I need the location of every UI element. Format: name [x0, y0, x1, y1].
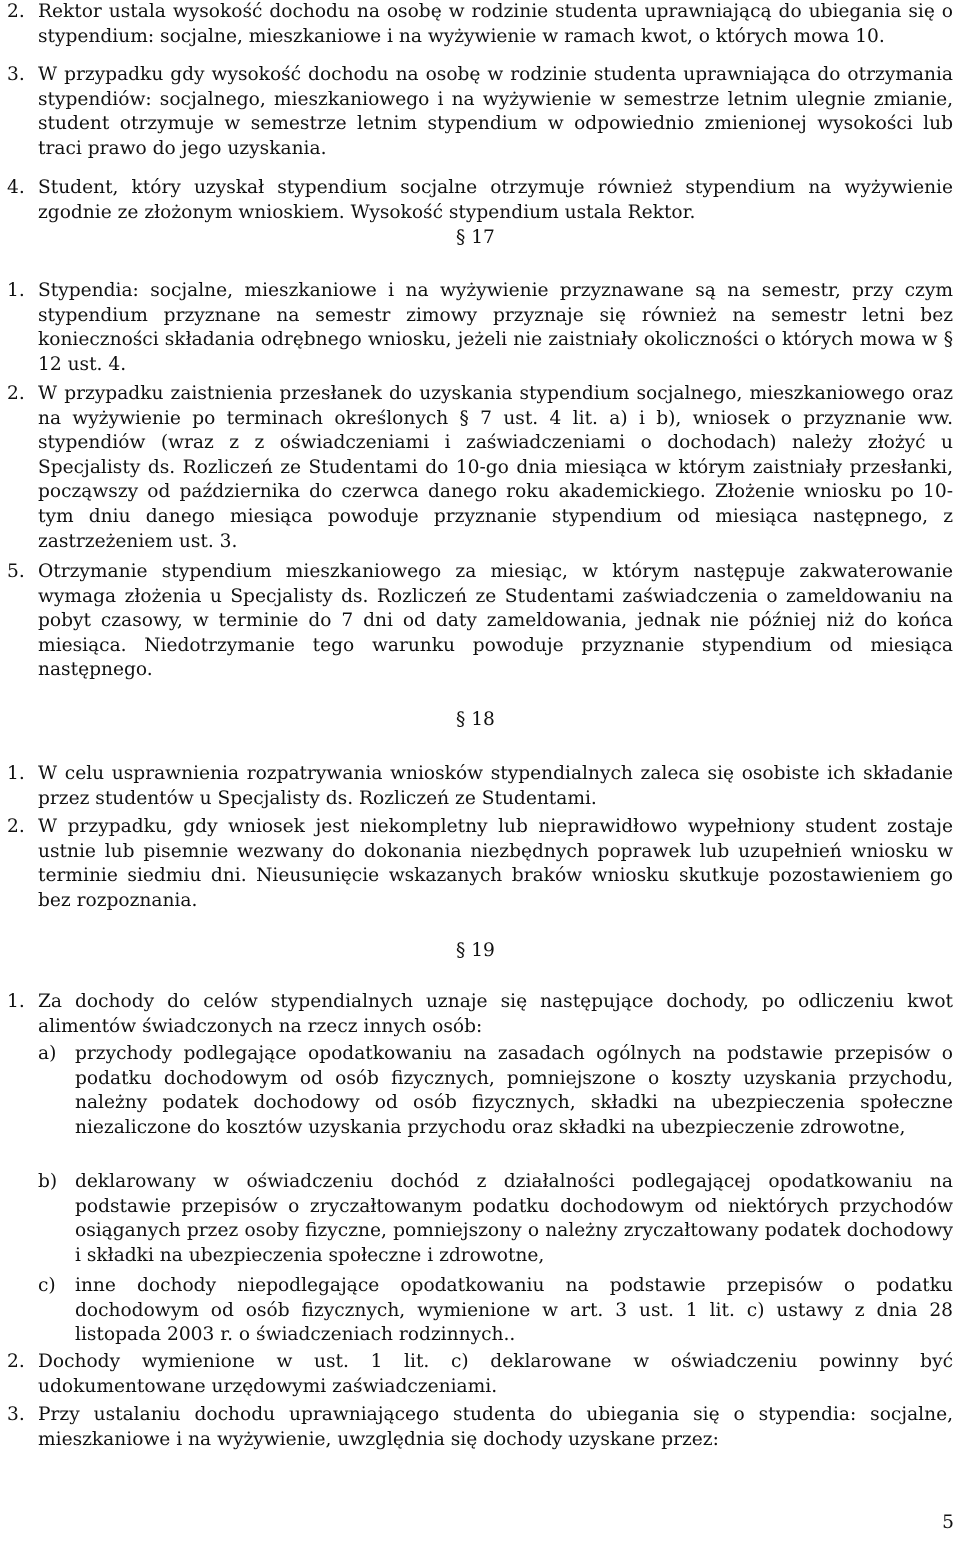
paragraph-item [7, 63, 953, 161]
item-number: 3. [7, 1404, 25, 1425]
item-text: Otrzymanie stypendium mieszkaniowego za miesiąc, w którym następuje zakwaterowanie wymaga złożenia u Specjalisty ds. Rozliczeń ze Studentami zaświadczenia o zameldowaniu na pobyt czasowy, w terminie do 7 dni od daty zameldowania, jednak nie później niż do końca miesiąca. Niedotrzymanie tego warunku powoduje przyznanie stypendium od miesiąca następnego. [38, 561, 953, 681]
sub-item [38, 1274, 953, 1348]
paragraph-item [7, 279, 953, 377]
item-number: 2. [7, 1351, 25, 1372]
item-text: Za dochody do celów stypendialnych uznaje się następujące dochody, po odliczeniu kwot alimentów świadczonych na rzecz innych osób: [38, 991, 953, 1037]
item-number: 1. [7, 763, 25, 784]
item-text: Stypendia: socjalne, mieszkaniowe i na wyżywienie przyznawane są na semestr, przy czym stypendium przyznane na semestr zimowy przyznaje się również na semestr letni bez konieczności składania odrębnego wniosku, jeżeli nie zaistniały okoliczności o których mowa w § 12 ust. 4. [38, 280, 953, 375]
sub-item-letter: b) [38, 1171, 58, 1192]
item-text: Przy ustalaniu dochodu uprawniającego studenta do ubiegania się o stypendia: socjalne, mieszkaniowe i na wyżywienie, uwzględnia się dochody uzyskane przez: [38, 1404, 953, 1450]
item-number: 2. [7, 383, 25, 404]
sub-item [38, 1042, 953, 1140]
item-number: 2. [7, 816, 25, 837]
item-number: 1. [7, 280, 25, 301]
document-page: 2. Rektor ustala wysokość dochodu na osobę w rodzinie studenta uprawniającą do ubiegania się o stypendium: socjalne, mieszkaniowe i na wyżywienie w ramach kwot, o których mowa 10. 3. W przypadku gdy wysokość dochodu na osobę w rodzinie studenta uprawniająca do otrzymania stypendiów: socjalnego, mieszkaniowego i na wyżywienie w semestrze letnim ulegnie zmianie, student otrzymuje w semestrze letnim stypendium w odpowiednio zmienionej wysokości lub traci prawo do jego uzyskania. 4. Student, który uzyskał stypendium socjalne otrzymuje również stypendium na wyżywienie zgodnie ze złożonym wnioskiem. Wysokość stypendium ustala Rektor. § 17 1. Stypendia: socjalne, mieszkaniowe i na wyżywienie przyznawane są na semestr, przy czym stypendium przyznane na semestr zimowy przyznaje się również na semestr letni bez konieczności składania odrębnego wniosku, jeżeli nie zaistniały okoliczności o których mowa w § 12 ust. 4. 2. W przypadku zaistnienia przesłanek do uzyskania stypendium socjalnego, mieszkaniowego oraz na wyżywienie po terminach określonych § 7 ust. 4 lit. a) i b), wniosek o przyznanie ww. stypendiów (wraz z z oświadczeniami i zaświadczeniami o dochodach) należy złożyć u Specjalisty ds. Rozliczeń ze Studentami do 10-go dnia miesiąca w którym zaistniały przesłanki, począwszy od października do czerwca danego roku akademickiego. Złożenie wniosku po 10-tym dniu danego miesiąca powoduje przyznanie stypendium od miesiąca następnego, z zastrzeżeniem ust. 3. 5. Otrzymanie stypendium mieszkaniowego za miesiąc, w którym następuje zakwaterowanie wymaga złożenia u Specjalisty ds. Rozliczeń ze Studentami zaświadczenia o zameldowaniu na pobyt czasowy, w terminie do 7 dni od daty zameldowania, jednak nie później niż do końca miesiąca. Niedotrzymanie tego warunku powoduje przyznanie stypendium od miesiąca następnego. § 18 1. W celu usprawnienia rozpatrywania wniosków stypendialnych zaleca się osobiste ich składanie przez studentów u Specjalisty ds. Rozliczeń ze Studentami. 2. W przypadku, gdy wniosek jest niekompletny lub nieprawidłowo wypełniony student zostaje ustnie lub pisemnie wezwany do dokonania niezbędnych poprawek lub uzupełnień wniosku w terminie siedmiu dni. Nieusunięcie wskazanych braków wniosku skutkuje pozostawieniem go bez rozpoznania. § 19 1. Za dochody do celów stypendialnych uznaje się następujące dochody, po odliczeniu kwot alimentów świadczonych na rzecz innych osób: a) przychody podlegające opodatkowaniu na zasadach ogólnych na podstawie przepisów o podatku dochodowym od osób fizycznych, pomniejszone o koszty uzyskania przychodu, należny podatek dochodowy od osób fizycznych, składki na ubezpieczenia społeczne niezaliczone do kosztów uzyskania przychodu oraz składki na ubezpieczenie zdrowotne, b) deklarowany w oświadczeniu dochód z działalności podlegającej opodatkowaniu na podstawie przepisów o zryczałtowanym podatku dochodowym od niektórych przychodów osiąganych przez osoby fizyczne, pomniejszony o należny zryczałtowany podatek dochodowy i składki na ubezpieczenia społeczne i zdrowotne, c) inne dochody niepodlegające opodatkowaniu na podstawie przepisów o podatku dochodowym od osób fizycznych, wymienione w art. 3 ust. 1 lit. c) ustawy z dnia 28 listopada 2003 r. o świadczeniach rodzinnych.. 2. Dochody wymienione w ust. 1 lit. c) deklarowane w oświadczeniu powinny być udokumentowane urzędowymi zaświadczeniami. 3. Przy ustalaniu dochodu uprawniającego studenta do ubiegania się o stypendia: socjalne, mieszkaniowe i na wyżywienie, uwzględnia się dochody uzyskane przez: 5 [0, 0, 960, 1543]
item-number: 4. [7, 177, 25, 198]
item-number: 3. [7, 64, 25, 85]
paragraph-item [7, 560, 953, 683]
item-number: 1. [7, 991, 25, 1012]
item-text: W przypadku zaistnienia przesłanek do uzyskania stypendium socjalnego, mieszkaniowego oraz na wyżywienie po terminach określonych § 7 ust. 4 lit. a) i b), wniosek o przyznanie ww. stypendiów (wraz z z oświadczeniami i zaświadczeniami o dochodach) należy złożyć u Specjalisty ds. Rozliczeń ze Studentami do 10-go dnia miesiąca w którym zaistniały przesłanki, począwszy od października do czerwca danego roku akademickiego. Złożenie wniosku po 10-tym dniu danego miesiąca powoduje przyznanie stypendium od miesiąca następnego, z zastrzeżeniem ust. 3. [38, 383, 953, 552]
paragraph-item [7, 1350, 953, 1399]
paragraph-item [7, 815, 953, 913]
paragraph-item [7, 382, 953, 554]
paragraph-item [7, 1403, 953, 1452]
item-text: W celu usprawnienia rozpatrywania wniosków stypendialnych zaleca się osobiste ich składanie przez studentów u Specjalisty ds. Rozliczeń ze Studentami. [38, 763, 953, 809]
item-number: 2. [7, 1, 25, 22]
sub-item-letter: c) [38, 1275, 56, 1296]
sub-item-text: przychody podlegające opodatkowaniu na zasadach ogólnych na podstawie przepisów o podatku dochodowym od osób fizycznych, pomniejszone o koszty uzyskania przychodu, należny podatek dochodowy od osób fizycznych, składki na ubezpieczenia społeczne niezaliczone do kosztów uzyskania przychodu oraz składki na ubezpieczenie zdrowotne, [75, 1043, 953, 1138]
item-text: W przypadku, gdy wniosek jest niekompletny lub nieprawidłowo wypełniony student zostaje ustnie lub pisemnie wezwany do dokonania niezbędnych poprawek lub uzupełnień wniosku w terminie siedmiu dni. Nieusunięcie wskazanych braków wniosku skutkuje pozostawieniem go bez rozpoznania. [38, 816, 953, 911]
paragraph-item [7, 176, 953, 225]
paragraph-item [7, 762, 953, 811]
paragraph-item [7, 990, 953, 1039]
sub-item [38, 1170, 953, 1268]
item-number: 5. [7, 561, 25, 582]
sub-item-text: inne dochody niepodlegające opodatkowaniu na podstawie przepisów o podatku dochodowym od osób fizycznych, wymienione w art. 3 ust. 1 lit. c) ustawy z dnia 28 listopada 2003 r. o świadczeniach rodzinnych.. [75, 1275, 953, 1346]
item-text: Student, który uzyskał stypendium socjalne otrzymuje również stypendium na wyżywienie zgodnie ze złożonym wnioskiem. Wysokość stypendium ustala Rektor. [38, 177, 953, 223]
sub-item-text: deklarowany w oświadczeniu dochód z działalności podlegającej opodatkowaniu na podstawie przepisów o zryczałtowanym podatku dochodowym od niektórych przychodów osiąganych przez osoby fizyczne, pomniejszony o należny zryczałtowany podatek dochodowy i składki na ubezpieczenia społeczne i zdrowotne, [75, 1171, 953, 1266]
sub-item-letter: a) [38, 1043, 57, 1064]
item-text: W przypadku gdy wysokość dochodu na osobę w rodzinie studenta uprawniająca do otrzymania stypendiów: socjalnego, mieszkaniowego i na wyżywienie w semestrze letnim ulegnie zmianie, student otrzymuje w semestrze letnim stypendium w odpowiednio zmienionej wysokości lub traci prawo do jego uzyskania. [38, 64, 953, 159]
item-text: Rektor ustala wysokość dochodu na osobę w rodzinie studenta uprawniającą do ubiegania się o stypendium: socjalne, mieszkaniowe i na wyżywienie w ramach kwot, o których mowa 10. [38, 1, 953, 47]
paragraph-item [7, 0, 953, 49]
item-text: Dochody wymienione w ust. 1 lit. c) deklarowane w oświadczeniu powinny być udokumentowane urzędowymi zaświadczeniami. [38, 1351, 953, 1397]
page-number: 5 [942, 1512, 954, 1533]
